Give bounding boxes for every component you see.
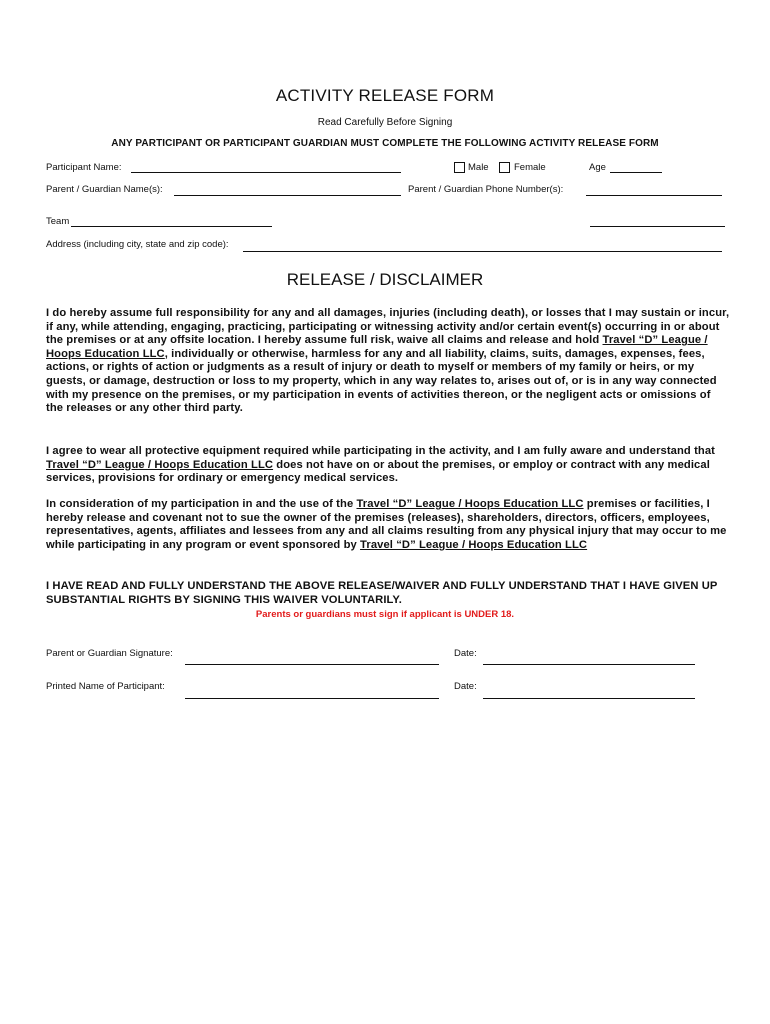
female-label: Female bbox=[514, 162, 546, 173]
guardian-names-label: Parent / Guardian Name(s): bbox=[46, 184, 163, 195]
address-field[interactable] bbox=[243, 251, 722, 252]
male-label: Male bbox=[468, 162, 489, 173]
team-label: Team bbox=[46, 216, 70, 227]
signature-date-label: Date: bbox=[454, 648, 477, 659]
release-paragraph-2: I agree to wear all protective equipment required while participating in the activity, and I am fully aware and understand that Travel “D” League / Hoops Education LLC does not have on or about the premises, or employ or contract with any medical services, provisions for ordinary or emergency medical services. bbox=[46, 445, 715, 485]
signature-date-field[interactable] bbox=[483, 664, 695, 665]
organization-name: Travel “D” League / Hoops Education LLC bbox=[356, 498, 584, 510]
team-field[interactable] bbox=[71, 226, 272, 227]
organization-name: Travel “D” League / Hoops Education LLC bbox=[46, 334, 708, 360]
form-title: ACTIVITY RELEASE FORM bbox=[275, 86, 495, 105]
guardian-names-field[interactable] bbox=[174, 195, 401, 196]
team-extra-field[interactable] bbox=[590, 226, 725, 227]
address-label: Address (including city, state and zip code): bbox=[46, 239, 229, 250]
release-disclaimer-heading: RELEASE / DISCLAIMER bbox=[286, 270, 484, 289]
minor-signature-note: Parents or guardians must sign if applicant is UNDER 18. bbox=[255, 609, 515, 620]
guardian-signature-label: Parent or Guardian Signature: bbox=[46, 648, 173, 659]
organization-name: Travel “D” League / Hoops Education LLC bbox=[360, 538, 588, 551]
age-label: Age bbox=[589, 162, 606, 173]
male-checkbox[interactable] bbox=[454, 162, 465, 173]
form-subtitle: Read Carefully Before Signing bbox=[317, 117, 453, 128]
printed-name-label: Printed Name of Participant: bbox=[46, 681, 165, 692]
participant-name-label: Participant Name: bbox=[46, 162, 122, 173]
printed-name-field[interactable] bbox=[185, 698, 439, 699]
guardian-signature-field[interactable] bbox=[185, 664, 439, 665]
female-checkbox[interactable] bbox=[499, 162, 510, 173]
participant-name-field[interactable] bbox=[131, 172, 401, 173]
release-paragraph-3: In consideration of my participation in and the use of the Travel “D” League / Hoops Education LLC premises or facilities, I hereby release and covenant not to sue the owner of the premises (releases), shareholders, directors, officers, employees, representatives, agents, affiliates and lessees from any and all claims resulting from any physical injury that may occur to me while participating in any program or event sponsored by Travel “D” League / Hoops Education LLC bbox=[46, 498, 727, 551]
form-notice: ANY PARTICIPANT OR PARTICIPANT GUARDIAN MUST COMPLETE THE FOLLOWING ACTIVITY RELEASE FORM bbox=[111, 138, 659, 149]
guardian-phone-label: Parent / Guardian Phone Number(s): bbox=[408, 184, 564, 195]
guardian-phone-field[interactable] bbox=[586, 195, 722, 196]
acknowledgement-statement: I HAVE READ AND FULLY UNDERSTAND THE ABOVE RELEASE/WAIVER AND FULLY UNDERSTAND THAT I HAVE GIVEN UP SUBSTANTIAL RIGHTS BY SIGNING THIS WAIVER VOLUNTARILY. bbox=[46, 580, 718, 606]
printed-name-date-label: Date: bbox=[454, 681, 477, 692]
age-field[interactable] bbox=[610, 172, 662, 173]
organization-name: Travel “D” League / Hoops Education LLC bbox=[46, 458, 274, 471]
printed-name-date-field[interactable] bbox=[483, 698, 695, 699]
release-paragraph-1: I do hereby assume full responsibility for any and all damages, injuries (including death), or losses that I may sustain or incur, if any, while attending, engaging, practicing, participating or witnessing activity and/or certain event(s) occurring in or about the premises or at any offsite location. I hereby assume full risk, waive all claims and release and hold Travel “D” League / Hoops Education LLC, individually or otherwise, harmless for any and all liability, claims, suits, damages, expenses, fees, actions, or rights of action or judgments as a result of injury or death to myself or members of my family or heirs, or my guests, or damage, destruction or loss to my property, which in any way relates to, arises out of, or is in any way connected with my presence on the premises, or my participation in events of activities thereon, or the negligent acts or omissions of the releases or any other third party. bbox=[46, 307, 730, 415]
